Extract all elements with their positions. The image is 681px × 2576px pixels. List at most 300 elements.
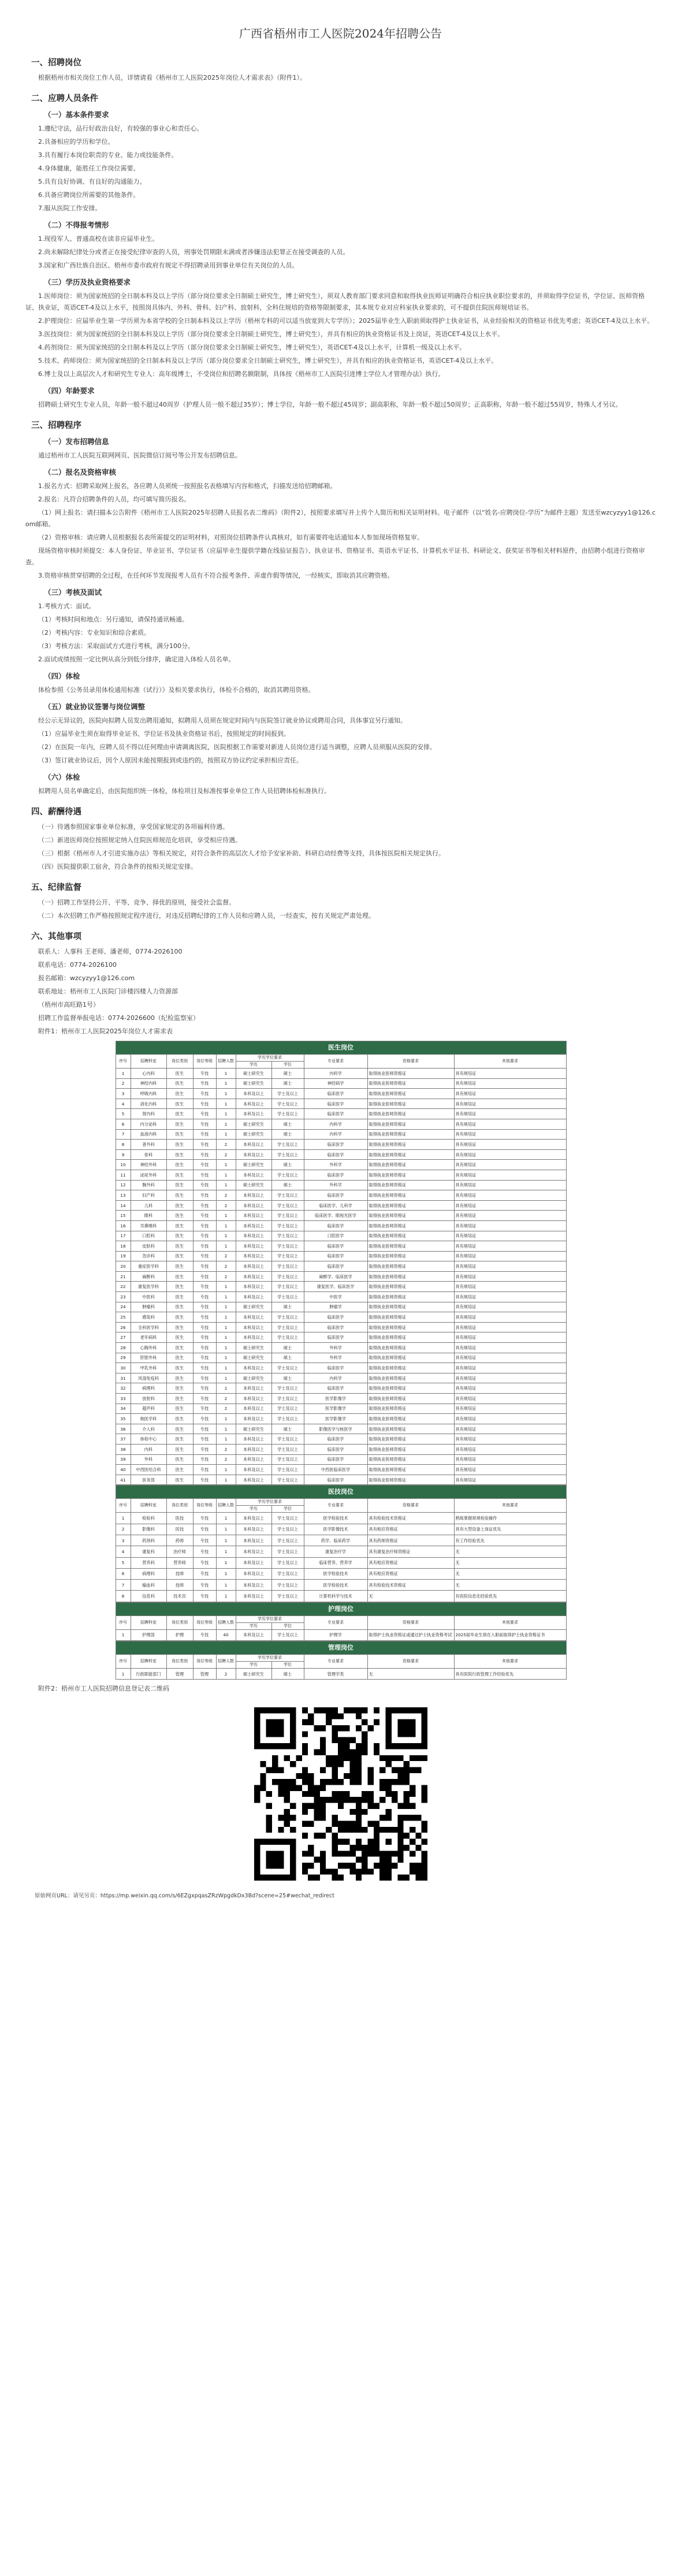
table-row <box>116 1292 566 1302</box>
table-subheader: 学位 <box>271 1062 304 1069</box>
table-cell: 13 <box>116 1190 131 1201</box>
table-cell: 肿瘤科 <box>131 1302 166 1312</box>
table-cell: 12 <box>116 1180 131 1190</box>
paragraph: 通过梧州市工人医院互联网网页、医院微信订阅号等公开发布招聘信息。 <box>38 452 241 459</box>
table-cell: 具有规培证 <box>454 1211 566 1221</box>
table-cell: 医务部 <box>131 1475 166 1485</box>
table-cell: 硕士 <box>271 1180 304 1190</box>
table-cell: 硕士 <box>271 1069 304 1079</box>
table-cell: 本科及以上 <box>236 1312 271 1323</box>
table-header: 专业要求 <box>304 1499 367 1513</box>
table-cell: 普外科 <box>131 1140 166 1150</box>
table-cell: 学士及以上 <box>271 1414 304 1424</box>
table-cell: 学士及以上 <box>271 1312 304 1323</box>
table-header: 招聘科室 <box>131 1655 166 1669</box>
table-cell: 医生 <box>166 1078 193 1089</box>
table-cell: 专技 <box>193 1444 216 1454</box>
table-cell: 胸外科 <box>131 1180 166 1190</box>
section-heading: 三、招聘程序 <box>31 421 81 430</box>
table-cell: 学士及以上 <box>271 1513 304 1524</box>
table-cell: 硕士 <box>271 1302 304 1312</box>
table-cell: 无 <box>367 1591 454 1602</box>
table-cell: 专技 <box>193 1343 216 1353</box>
table-cell: 具有医院行政管理工作经验优先 <box>454 1669 566 1680</box>
table-row <box>116 1170 566 1180</box>
table-row <box>116 1261 566 1272</box>
table-cell: 2 <box>216 1669 236 1680</box>
table-cell: 麻醉科 <box>131 1271 166 1282</box>
table-cell: 取得执业医师资格证 <box>367 1119 454 1129</box>
table-cell: 取得执业医师资格证 <box>367 1424 454 1434</box>
table-cell: 具有规培证 <box>454 1129 566 1140</box>
table-cell: 取得执业医师资格证 <box>367 1099 454 1109</box>
table-cell: 具有规培证 <box>454 1475 566 1485</box>
table-cell: 专技 <box>193 1404 216 1414</box>
table-header: 岗位等级 <box>193 1615 216 1629</box>
table-cell: 本科及以上 <box>236 1363 271 1373</box>
table-cell: 8 <box>116 1591 131 1602</box>
table-cell: 学士及以上 <box>271 1629 304 1640</box>
table-row <box>116 1140 566 1150</box>
table-cell: 康复医学科 <box>131 1282 166 1292</box>
table-header: 招聘人数 <box>216 1055 236 1069</box>
table-row <box>116 1513 566 1524</box>
table-cell: 医生 <box>166 1231 193 1241</box>
table-cell: 医学影像技术 <box>304 1524 367 1535</box>
table-cell: 1 <box>216 1353 236 1363</box>
table-cell: 28 <box>116 1343 131 1353</box>
table-cell: 1 <box>216 1465 236 1475</box>
table-cell: 硕士研究生 <box>236 1129 271 1140</box>
table-cell: 专技 <box>193 1465 216 1475</box>
table-cell: 本科及以上 <box>236 1475 271 1485</box>
table-cell: 学士及以上 <box>271 1170 304 1180</box>
table-cell: 学士及以上 <box>271 1434 304 1445</box>
table-cell: 本科及以上 <box>236 1322 271 1332</box>
table-cell: 临床营养、营养学 <box>304 1557 367 1568</box>
table-row <box>116 1312 566 1323</box>
table-row <box>116 1220 566 1231</box>
table-header: 岗位类别 <box>166 1055 193 1069</box>
table-cell: 内科学 <box>304 1373 367 1383</box>
table-cell: 营养科 <box>131 1557 166 1568</box>
table-cell: 学士及以上 <box>271 1535 304 1546</box>
table-cell: 神经外科 <box>131 1160 166 1170</box>
table-cell: 1 <box>216 1513 236 1524</box>
table-cell: 儿科 <box>131 1200 166 1211</box>
table-cell: 临床医学 <box>304 1383 367 1394</box>
table-cell: 医生 <box>166 1292 193 1302</box>
requirements-list <box>25 123 656 214</box>
table-cell: 1 <box>216 1524 236 1535</box>
table-cell: 取得执业医师资格证 <box>367 1271 454 1282</box>
table-cell: 学士及以上 <box>271 1580 304 1591</box>
table-cell: 具有规培证 <box>454 1404 566 1414</box>
table-header: 岗位等级 <box>193 1655 216 1669</box>
table-cell: 具有规培证 <box>454 1353 566 1363</box>
table-cell: 2 <box>216 1444 236 1454</box>
table-cell: 取得执业医师资格证 <box>367 1160 454 1170</box>
table-cell: 医生 <box>166 1140 193 1150</box>
table-cell: 1 <box>216 1434 236 1445</box>
table-cell: 学士及以上 <box>271 1454 304 1465</box>
table-header: 岗位类别 <box>166 1499 193 1513</box>
table-cell: 9 <box>116 1149 131 1160</box>
table-header: 序号 <box>116 1655 131 1669</box>
table-cell: 专技 <box>193 1513 216 1524</box>
table-cell: 血液内科 <box>131 1129 166 1140</box>
table-row <box>116 1109 566 1119</box>
table-cell: 临床医学 <box>304 1261 367 1272</box>
table-cell: 具有规培证 <box>454 1271 566 1282</box>
table-cell: 临床医学 <box>304 1434 367 1445</box>
table-cell: 31 <box>116 1373 131 1383</box>
list-item: 经公示无异议的，医院向拟聘人员发出聘用通知，拟聘用人员须在规定时间内与医院签订就业协议或聘用合同，具体事宜另行通知。 <box>38 717 407 724</box>
table-cell: 专技 <box>193 1424 216 1434</box>
table-cell: 具有规培证 <box>454 1180 566 1190</box>
table-cell: 学士及以上 <box>271 1332 304 1343</box>
table-cell: 管理 <box>193 1669 216 1680</box>
table-row <box>116 1129 566 1140</box>
table-cell: 老年病科 <box>131 1332 166 1343</box>
table-cell: 具有相应资格证 <box>367 1557 454 1568</box>
list-item: （二）本次招聘工作严格按照规定程序进行，对违反招聘纪律的工作人员和应聘人员，一经查实，按有关规定严肃处理。 <box>38 912 375 920</box>
table-cell: 15 <box>116 1211 131 1221</box>
table-cell: 1 <box>216 1363 236 1373</box>
source-url[interactable]: 原始网页URL：请见另页：https://mp.weixin.qq.com/s/6EZgxpqasZRzWpgdkDx3Bd?scene=25#wechat_redirect <box>35 1893 334 1900</box>
table-row <box>116 1580 566 1591</box>
table-cell: 专技 <box>193 1524 216 1535</box>
table-cell: 学士及以上 <box>271 1475 304 1485</box>
contact-list <box>25 946 656 1037</box>
list-item: 1.报名方式：招聘采取网上报名，各应聘人员须统一按照报名表格填写内容和格式，扫描发送给招聘邮箱。 <box>38 482 337 490</box>
table-cell: 管理 <box>166 1669 193 1680</box>
table-cell: 1 <box>216 1231 236 1241</box>
table-cell: 具有规培证 <box>454 1089 566 1099</box>
table-cell: 医生 <box>166 1180 193 1190</box>
table-cell: 2025届毕业生须在入职前取得护士执业资格证书 <box>454 1629 566 1640</box>
table-cell: 专技 <box>193 1373 216 1383</box>
table-cell: 7 <box>116 1580 131 1591</box>
table-cell: 30 <box>116 1363 131 1373</box>
list-item: 4.药剂岗位：须为国家统招的全日制本科及以上学历（部分岗位要求全日制硕士研究生，博士研究生），英语CET-4及以上水平，计算机一级及以上水平。 <box>38 344 466 351</box>
table-cell: 临床医学 <box>304 1109 367 1119</box>
table-cell: 具有规培证 <box>454 1394 566 1404</box>
table-cell: 治疗师 <box>166 1546 193 1557</box>
table-cell: 学士及以上 <box>271 1149 304 1160</box>
table-cell: 临床医学 <box>304 1220 367 1231</box>
table-cell: 护理部 <box>131 1629 166 1640</box>
table-cell: 技师 <box>166 1568 193 1579</box>
table-header: 序号 <box>116 1499 131 1513</box>
table-row <box>116 1629 566 1640</box>
table-cell: 1 <box>216 1220 236 1231</box>
table-cell: 16 <box>116 1220 131 1231</box>
table-cell: 取得执业医师资格证 <box>367 1444 454 1454</box>
table-cell: 医生 <box>166 1322 193 1332</box>
contact-line: 联系地址：梧州市工人医院门诊楼四楼人力资源部 <box>38 988 178 995</box>
contact-line: 联系人：人事科 王老师、潘老师，0774-2026100 <box>38 948 183 955</box>
subsection-heading: （四）年龄要求 <box>44 386 95 395</box>
table-cell: 专技 <box>193 1414 216 1424</box>
table-cell: 无 <box>454 1568 566 1579</box>
list-item: 3.具有履行本岗位职责的专业、能力或技能条件。 <box>38 151 178 159</box>
table-cell: 1 <box>216 1580 236 1591</box>
table-cell: 取得执业医师资格证 <box>367 1322 454 1332</box>
table-cell: 具有规培证 <box>454 1190 566 1201</box>
table-cell: 有医院信息化经验优先 <box>454 1591 566 1602</box>
table-cell: 具有规培证 <box>454 1231 566 1241</box>
section-heading: 五、纪律监督 <box>31 883 81 892</box>
table-header: 学历学位要求 <box>236 1615 304 1622</box>
table-cell: 具有规培证 <box>454 1140 566 1150</box>
table-cell: 检验科 <box>131 1513 166 1524</box>
contact-line: 附件1：梧州市工人医院2025年岗位人才需求表 <box>38 1028 173 1035</box>
table-row <box>116 1557 566 1568</box>
table-cell: 2 <box>216 1251 236 1261</box>
table-cell: 外科学 <box>304 1353 367 1363</box>
table-row <box>116 1535 566 1546</box>
table-cell: 内科学 <box>304 1119 367 1129</box>
table-cell: 具有规培证 <box>454 1220 566 1231</box>
table-cell: 具有规培证 <box>454 1454 566 1465</box>
table-cell: 1 <box>216 1414 236 1424</box>
table-cell: 1 <box>216 1292 236 1302</box>
table-cell: 专技 <box>193 1261 216 1272</box>
table-cell: 肾内科 <box>131 1109 166 1119</box>
table-cell: 取得执业医师资格证 <box>367 1475 454 1485</box>
table-cell: 中医学 <box>304 1292 367 1302</box>
table-cell: 具有康复治疗师资格证 <box>367 1546 454 1557</box>
table-title: 护理岗位 <box>116 1602 566 1615</box>
table-cell: 本科及以上 <box>236 1200 271 1211</box>
table-cell: 外科学 <box>304 1343 367 1353</box>
table-row <box>116 1211 566 1221</box>
table-cell: 24 <box>116 1302 131 1312</box>
list-item: （一）招聘工作坚持公开、平等、竞争、择优的原则，接受社会监督。 <box>38 899 235 906</box>
table-cell: 学士及以上 <box>271 1546 304 1557</box>
table-cell: 肝胆外科 <box>131 1353 166 1363</box>
table-cell: 康复治疗学 <box>304 1546 367 1557</box>
list-item: 3.国家和广西壮族自治区、梧州市委市政府有规定不得招聘录用到事业单位有关岗位的人员。 <box>38 262 299 269</box>
table-row <box>116 1322 566 1332</box>
table-cell: 本科及以上 <box>236 1220 271 1231</box>
table-cell: 学士及以上 <box>271 1292 304 1302</box>
table-cell: 医学影像学 <box>304 1404 367 1414</box>
table-cell: 17 <box>116 1231 131 1241</box>
table-header: 招聘人数 <box>216 1655 236 1669</box>
table-cell: 34 <box>116 1404 131 1414</box>
table-cell: 本科及以上 <box>236 1089 271 1099</box>
table-cell: 取得执业医师资格证 <box>367 1180 454 1190</box>
table-cell: 专技 <box>193 1546 216 1557</box>
table-cell: 2 <box>216 1454 236 1465</box>
table-cell: 医生 <box>166 1332 193 1343</box>
table-cell: 硕士研究生 <box>236 1160 271 1170</box>
table-cell: 本科及以上 <box>236 1109 271 1119</box>
table-header: 招聘人数 <box>216 1499 236 1513</box>
table-cell: 本科及以上 <box>236 1513 271 1524</box>
table-cell: 临床医学 <box>304 1149 367 1160</box>
table-cell: 医生 <box>166 1404 193 1414</box>
table-cell: 急诊科 <box>131 1251 166 1261</box>
contact-line: （梧州市高旺路1号） <box>38 1001 99 1008</box>
table-cell: 医学影像学 <box>304 1414 367 1424</box>
table-cell: 取得执业医师资格证 <box>367 1383 454 1394</box>
table-cell: 本科及以上 <box>236 1404 271 1414</box>
table-cell: 取得执业医师资格证 <box>367 1434 454 1445</box>
table-cell: 本科及以上 <box>236 1099 271 1109</box>
table-cell: 本科及以上 <box>236 1454 271 1465</box>
table-cell: 医生 <box>166 1220 193 1231</box>
table-cell: 皮肤科 <box>131 1241 166 1252</box>
table-cell: 医生 <box>166 1363 193 1373</box>
table-cell: 学士及以上 <box>271 1524 304 1535</box>
agreement-list <box>25 715 656 766</box>
table-cell: 1 <box>116 1513 131 1524</box>
table-cell: 硕士研究生 <box>236 1373 271 1383</box>
table-cell: 本科及以上 <box>236 1149 271 1160</box>
table-cell: 专技 <box>193 1475 216 1485</box>
qualification-list <box>25 291 656 380</box>
table-header: 序号 <box>116 1055 131 1069</box>
subsection-heading: （六）体检 <box>44 773 80 781</box>
table-cell: 本科及以上 <box>236 1211 271 1221</box>
table-cell: 临床医学 <box>304 1332 367 1343</box>
table-cell: 本科及以上 <box>236 1394 271 1404</box>
table-row <box>116 1591 566 1602</box>
table-row <box>116 1434 566 1445</box>
table-cell: 14 <box>116 1200 131 1211</box>
table-cell: 本科及以上 <box>236 1231 271 1241</box>
table-cell: 取得执业医师资格证 <box>367 1465 454 1475</box>
table-cell: 具有规培证 <box>454 1363 566 1373</box>
table-cell: 护理 <box>166 1629 193 1640</box>
table-cell: 本科及以上 <box>236 1170 271 1180</box>
table-cell: 1 <box>216 1241 236 1252</box>
table-cell: 神经内科 <box>131 1078 166 1089</box>
table-cell: 临床医学 <box>304 1363 367 1373</box>
subsection-heading: （二）报名及资格审核 <box>44 468 117 477</box>
table-cell: 取得执业医师资格证 <box>367 1454 454 1465</box>
table-cell: 32 <box>116 1383 131 1394</box>
table-cell: 本科及以上 <box>236 1241 271 1252</box>
table-cell: 取得执业医师资格证 <box>367 1220 454 1231</box>
list-item: 6.具备应聘岗位所需要的其他条件。 <box>38 191 140 199</box>
table-cell: 29 <box>116 1353 131 1363</box>
table-cell: 5 <box>116 1557 131 1568</box>
contact-line: 联系电话：0774-2026100 <box>38 961 117 969</box>
table-cell: 2 <box>216 1271 236 1282</box>
job-table-container <box>116 1041 566 1680</box>
table-cell: 医学检验技术 <box>304 1580 367 1591</box>
table-cell: 2 <box>116 1524 131 1535</box>
table-cell: 学士及以上 <box>271 1282 304 1292</box>
table-header: 其他要求 <box>454 1499 566 1513</box>
table-cell: 护理学 <box>304 1629 367 1640</box>
table-cell: 具有规培证 <box>454 1292 566 1302</box>
table-header: 专业要求 <box>304 1615 367 1629</box>
table-cell: 具有规培证 <box>454 1414 566 1424</box>
table-cell: 1 <box>216 1373 236 1383</box>
table-cell: 本科及以上 <box>236 1292 271 1302</box>
table-header: 学历学位要求 <box>236 1655 304 1662</box>
table-cell: 专技 <box>193 1160 216 1170</box>
table-cell: 医生 <box>166 1373 193 1383</box>
table-cell: 4 <box>116 1546 131 1557</box>
table-cell: 本科及以上 <box>236 1629 271 1640</box>
table-cell: 8 <box>116 1140 131 1150</box>
table-cell: 本科及以上 <box>236 1444 271 1454</box>
table-cell: 取得执业医师资格证 <box>367 1363 454 1373</box>
table-cell: 本科及以上 <box>236 1383 271 1394</box>
subsection-heading: （三）考核及面试 <box>44 588 102 597</box>
table-cell: 1 <box>216 1109 236 1119</box>
table-cell: 学士及以上 <box>271 1557 304 1568</box>
list-item: 3.资格审核贯穿招聘的全过程，在任何环节发现报考人员有不符合报考条件、弄虚作假等情况，一经核实，即取消其应聘资格。 <box>38 572 394 579</box>
table-cell: 取得执业医师资格证 <box>367 1251 454 1261</box>
table-cell: 硕士 <box>271 1343 304 1353</box>
table-cell: 硕士 <box>271 1160 304 1170</box>
table-cell: 医生 <box>166 1109 193 1119</box>
table-cell: 风湿免疫科 <box>131 1373 166 1383</box>
table-cell: 专技 <box>193 1580 216 1591</box>
table-cell: 无 <box>367 1669 454 1680</box>
table-cell: 专技 <box>193 1322 216 1332</box>
table-cell: 本科及以上 <box>236 1271 271 1282</box>
table-cell: 专技 <box>193 1292 216 1302</box>
table-cell: 1 <box>216 1119 236 1129</box>
table-row <box>116 1465 566 1475</box>
table-cell: 本科及以上 <box>236 1190 271 1201</box>
list-item: 7.服从医院工作安排。 <box>38 204 102 212</box>
table-subheader: 学历 <box>236 1622 271 1629</box>
table-cell: 取得执业医师资格证 <box>367 1414 454 1424</box>
table-cell: 内科 <box>131 1444 166 1454</box>
table-cell: 取得执业医师资格证 <box>367 1211 454 1221</box>
table-cell: 专技 <box>193 1140 216 1150</box>
table-cell: 医生 <box>166 1414 193 1424</box>
table-cell: 熟练掌握常规检验操作 <box>454 1513 566 1524</box>
table-row <box>116 1363 566 1373</box>
table-cell: 医生 <box>166 1353 193 1363</box>
table-cell: 具有检验技术资格证 <box>367 1513 454 1524</box>
table-cell: 硕士研究生 <box>236 1078 271 1089</box>
table-header: 专业要求 <box>304 1655 367 1669</box>
job-table-technicians <box>116 1485 567 1602</box>
table-cell: 临床医学 <box>304 1322 367 1332</box>
table-cell: 1 <box>216 1069 236 1079</box>
table-header: 招聘科室 <box>131 1499 166 1513</box>
table-cell: 具有规培证 <box>454 1434 566 1445</box>
table-cell: 本科及以上 <box>236 1434 271 1445</box>
table-cell: 6 <box>116 1119 131 1129</box>
table-cell: 具有规培证 <box>454 1312 566 1323</box>
table-cell: 呼吸内科 <box>131 1089 166 1099</box>
table-cell: 本科及以上 <box>236 1546 271 1557</box>
table-cell: 临床医学 <box>304 1170 367 1180</box>
table-cell: 1 <box>216 1129 236 1140</box>
table-cell: 18 <box>116 1241 131 1252</box>
list-item: 1.现役军人、普通高校在读非应届毕业生。 <box>38 235 159 243</box>
list-item: 1.医师岗位：须为国家统招的全日制本科及以上学历（部分岗位要求全日制硕士研究生，博士研究生），须双人教育部门要求同意和取得执业医师证明确符合相应执业职位要求的，并须取得学位证书，学位证、医师资格证、执业证，英语CET-4及以上水平，按照岗具体内、外科、骨科、妇产科、放射科，全科住规培的资格等限制要求，其本规专业对应科室执业要求的，可不提供住院医师规培证书。 <box>25 292 645 311</box>
table-cell: 取得执业医师资格证 <box>367 1373 454 1383</box>
table-cell: 甲乳外科 <box>131 1363 166 1373</box>
table-cell: 本科及以上 <box>236 1261 271 1272</box>
table-cell: 1 <box>216 1170 236 1180</box>
table-cell: 管理学类 <box>304 1669 367 1680</box>
section-heading: 六、其他事项 <box>31 932 81 941</box>
